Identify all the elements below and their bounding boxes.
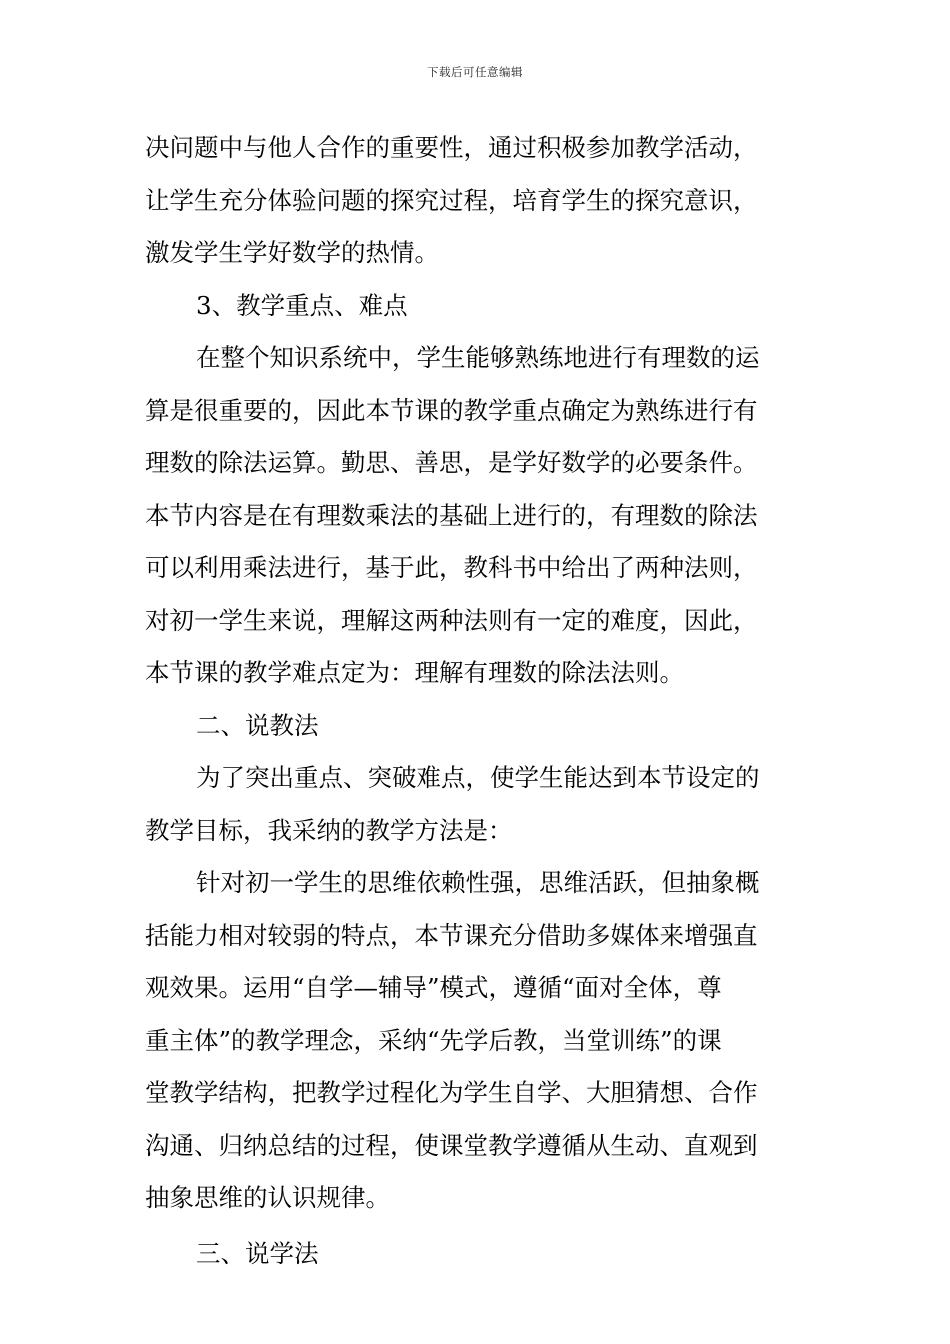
paragraph-line: 沟通、归纳总结的过程，使课堂教学遵循从生动、直观到 [145, 1130, 758, 1160]
paragraph-line: 对初一学生来说，理解这两种法则有一定的难度，因此， [145, 605, 758, 635]
paragraph-line: 教学目标，我采纳的教学方法是： [145, 815, 513, 845]
paragraph-line: 观效果。运用“自学—辅导”模式，遵循“面对全体，尊 [145, 973, 722, 1002]
paragraph-line: 重主体”的教学理念，采纳“先学后教，当堂训练”的课 [145, 1025, 722, 1055]
paragraph-line: 针对初一学生的思维依赖性强，思维活跃，但抽象概 [196, 868, 760, 897]
paragraph-line: 抽象思维的认识规律。 [145, 1183, 390, 1212]
paragraph-line: 为了突出重点、突破难点，使学生能达到本节设定的 [196, 763, 760, 792]
section-heading-teaching-focus: 3、教学重点、难点 [196, 290, 408, 320]
page-header-note: 下载后可任意编辑 [427, 65, 523, 79]
paragraph-line: 括能力相对较弱的特点，本节课充分借助多媒体来增强直 [145, 920, 758, 950]
paragraph-line: 可以利用乘法进行，基于此，教科书中给出了两种法则， [145, 553, 758, 582]
section-heading-teaching-method: 二、说教法 [196, 710, 319, 740]
paragraph-line: 算是很重要的，因此本节课的教学重点确定为熟练进行有 [145, 395, 758, 425]
paragraph-line: 让学生充分体验问题的探究过程，培育学生的探究意识， [145, 185, 758, 215]
paragraph-line: 本节内容是在有理数乘法的基础上进行的，有理数的除法 [145, 500, 758, 530]
paragraph-line: 堂教学结构，把教学过程化为学生自学、大胆猜想、合作 [145, 1078, 758, 1107]
paragraph-line: 决问题中与他人合作的重要性，通过积极参加教学活动， [145, 133, 758, 162]
paragraph-line: 在整个知识系统中，学生能够熟练地进行有理数的运 [196, 343, 760, 372]
section-heading-learning-method: 三、说学法 [196, 1238, 319, 1268]
paragraph-line: 本节课的教学难点定为：理解有理数的除法法则。 [145, 658, 684, 687]
paragraph-line: 激发学生学好数学的热情。 [145, 238, 439, 267]
paragraph-line: 理数的除法运算。勤思、善思，是学好数学的必要条件。 [145, 448, 758, 477]
document-body [145, 122, 809, 1280]
